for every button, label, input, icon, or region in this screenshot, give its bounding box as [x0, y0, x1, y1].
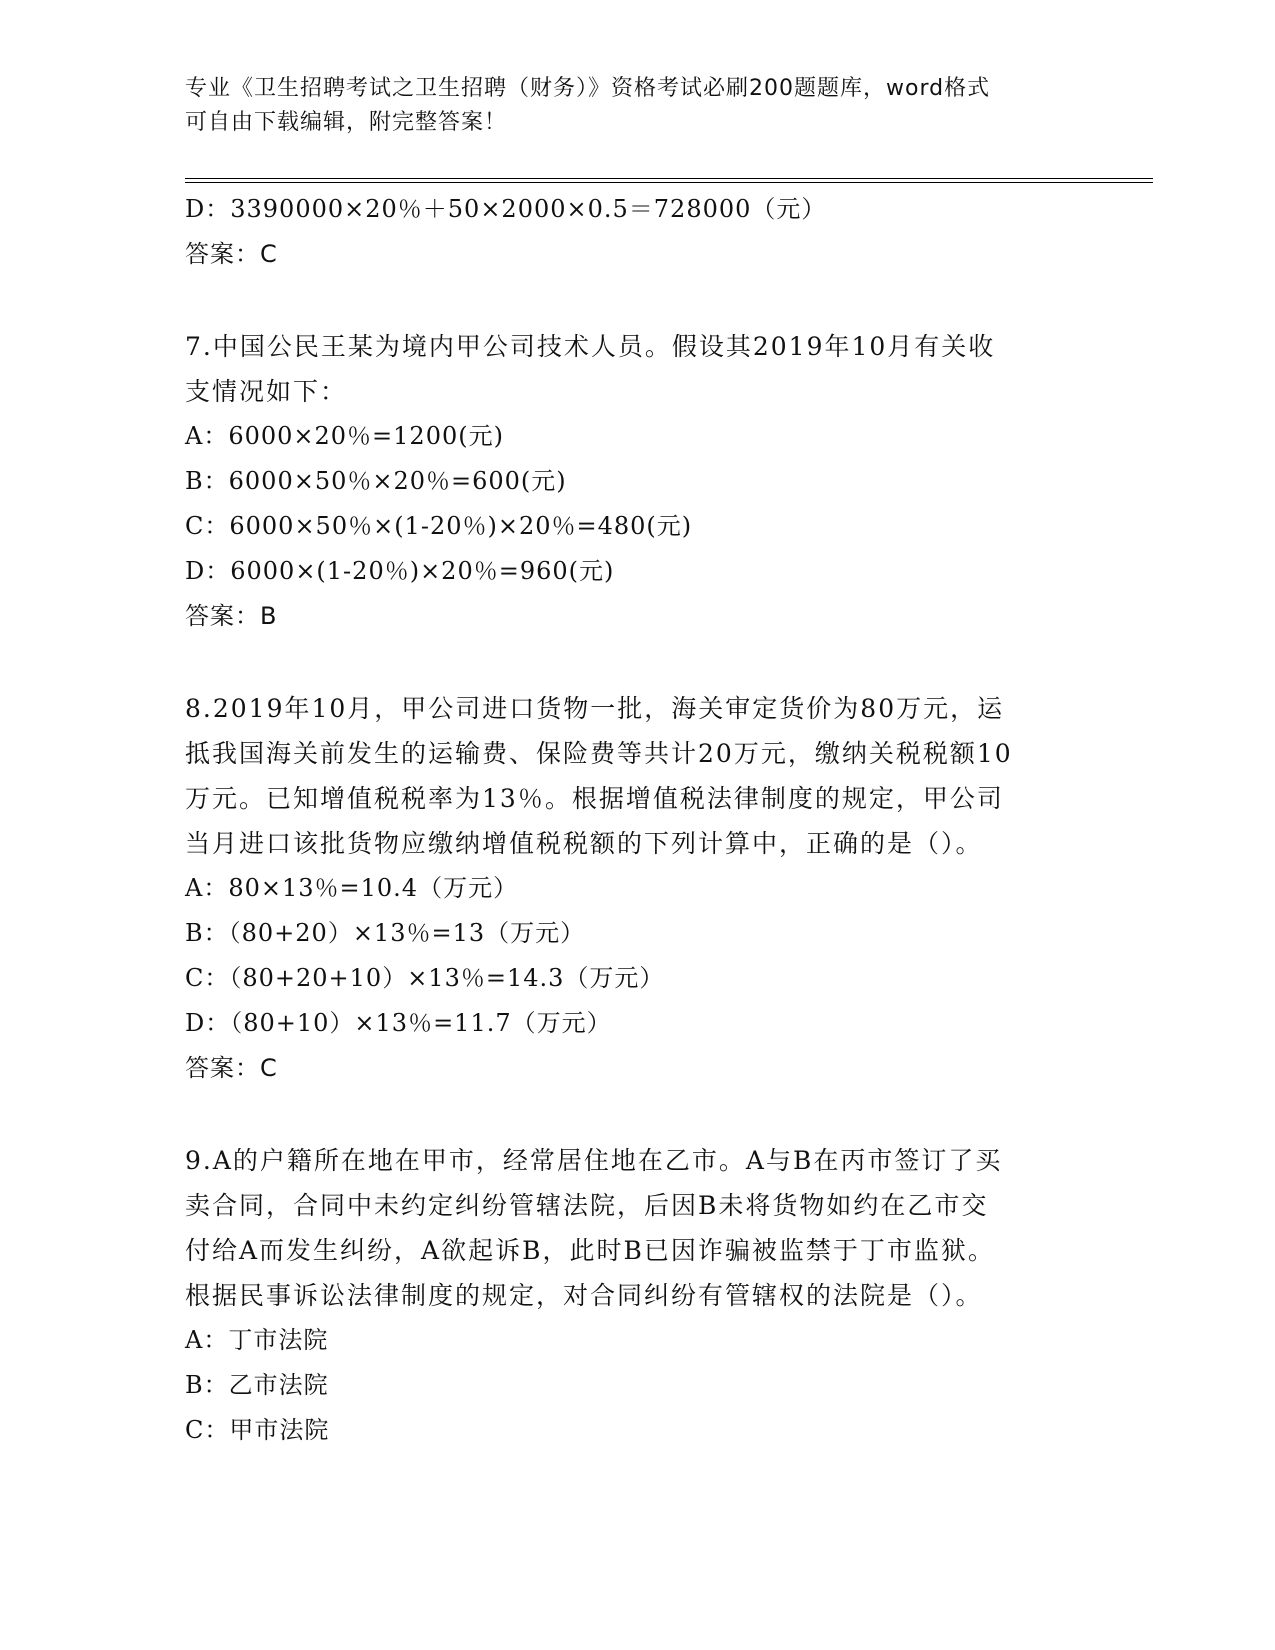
- q8-stem-line-1: 8.2019年10月，甲公司进口货物一批，海关审定货价为80万元，运: [185, 694, 1005, 723]
- q9-option-a: A：丁市法院: [185, 1326, 329, 1354]
- q9-stem-line-2: 卖合同，合同中未约定纠纷管辖法院，后因B未将货物如约在乙市交: [185, 1191, 989, 1220]
- q8-option-a: A：80×13％=10.4（万元）: [185, 874, 519, 902]
- header-rule-top: [185, 178, 1153, 179]
- header-rule-bottom: [185, 182, 1153, 183]
- q9-option-c: C：甲市法院: [185, 1416, 330, 1444]
- q7-option-c: C：6000×50％×(1-20％)×20％=480(元): [185, 512, 693, 540]
- q8-stem-line-3: 万元。已知增值税税率为13％。根据增值税法律制度的规定，甲公司: [185, 784, 1004, 813]
- q8-answer: 答案：C: [185, 1054, 278, 1082]
- q9-stem-line-3: 付给A而发生纠纷，A欲起诉B，此时B已因诈骗被监禁于丁市监狱。: [185, 1236, 995, 1265]
- q8-option-b: B：（80+20）×13％=13（万元）: [185, 919, 586, 947]
- q8-stem-line-2: 抵我国海关前发生的运输费、保险费等共计20万元，缴纳关税税额10: [185, 739, 1013, 768]
- question-9: [185, 1138, 1085, 1453]
- question-7: [185, 324, 1085, 639]
- q7-option-b: B：6000×50％×20％=600(元): [185, 467, 567, 495]
- q7-option-d: D：6000×(1-20％)×20％=960(元): [185, 557, 615, 585]
- document-header: [185, 72, 1085, 140]
- header-line-1: 专业《卫生招聘考试之卫生招聘（财务）》资格考试必刷200题题库，word格式: [185, 76, 991, 101]
- q8-stem-line-4: 当月进口该批货物应缴纳增值税税额的下列计算中，正确的是（）。: [185, 829, 983, 858]
- q9-option-b: B：乙市法院: [185, 1371, 329, 1399]
- q6-option-d: D：3390000×20％＋50×2000×0.5＝728000（元）: [185, 195, 827, 223]
- question-6-tail: [185, 187, 1085, 277]
- q7-stem-line-2: 支情况如下：: [185, 377, 348, 406]
- q7-option-a: A：6000×20％=1200(元): [185, 422, 504, 450]
- q9-stem-line-1: 9.A的户籍所在地在甲市，经常居住地在乙市。A与B在丙市签订了买: [185, 1146, 1003, 1175]
- question-8: [185, 686, 1085, 1091]
- q6-answer: 答案：C: [185, 240, 278, 268]
- q8-option-c: C：（80+20+10）×13％=14.3（万元）: [185, 964, 665, 992]
- document-body: [185, 187, 1085, 1453]
- q7-answer: 答案：B: [185, 602, 278, 630]
- q8-option-d: D：（80+10）×13％=11.7（万元）: [185, 1009, 612, 1037]
- q9-stem-line-4: 根据民事诉讼法律制度的规定，对合同纠纷有管辖权的法院是（）。: [185, 1281, 983, 1310]
- header-line-2: 可自由下载编辑，附完整答案！: [185, 110, 508, 135]
- q7-stem-line-1: 7.中国公民王某为境内甲公司技术人员。假设其2019年10月有关收: [185, 332, 996, 361]
